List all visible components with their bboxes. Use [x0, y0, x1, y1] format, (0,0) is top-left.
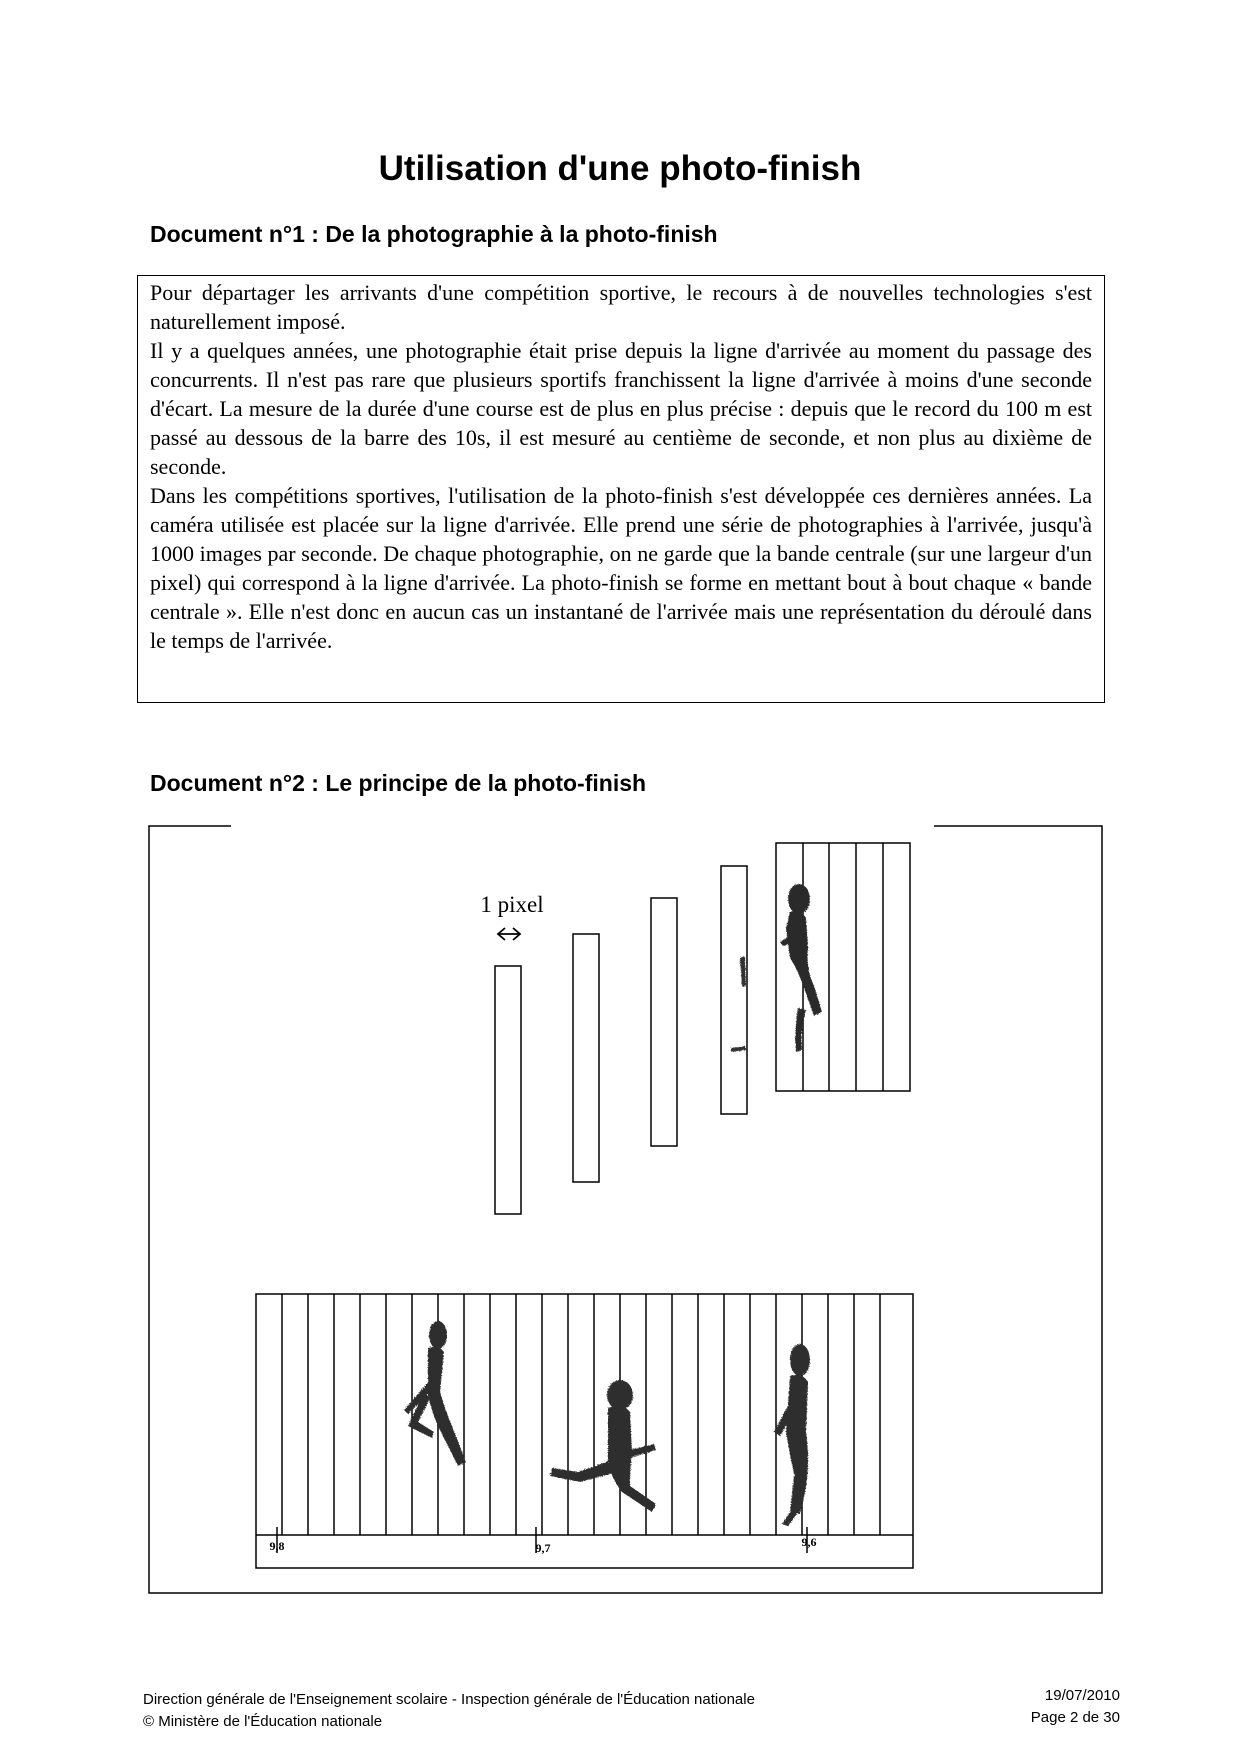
paragraph: Dans les compétitions sportives, l'utilisation de la photo-finish s'est développée ces dernières années. La caméra utilisée est placée sur la ligne d'arrivée. Elle prend une série de photographies à l'arrivée, jusqu'à 1000 images par seconde. De chaque photographie, on ne garde que la bande centrale (sur une largeur d'un pixel) qui correspond à la ligne d'arrivée. La photo-finish se forme en mettant bout à bout chaque « bande centrale ». Elle n'est donc en aucun cas un instantané de l'arrivée mais une représentation du déroulé dans le temps de l'arrivée.: [150, 483, 1092, 653]
scale-label: 9,8: [269, 1539, 285, 1553]
strip: [573, 934, 599, 1182]
document-1-text-box: [137, 275, 1105, 703]
runner-fragment: [731, 956, 746, 1052]
footer-institution: Direction générale de l'Enseignement scolaire - Inspection générale de l'Éducation nationale: [143, 1691, 755, 1708]
strip: [495, 966, 521, 1214]
paragraph: Il y a quelques années, une photographie était prise depuis la ligne d'arrivée au moment du passage des concurrents. Il n'est pas rare que plusieurs sportifs franchissent la ligne d'arrivée à moins d'une seconde d'écart. La mesure de la durée d'une course est de plus en plus précise : depuis que le record du 100 m est passé au dessous de la barre des 10s, il est mesuré au centième de seconde, et non plus au dixième de seconde.: [150, 338, 1092, 479]
document-2-heading: Document n°2 : Le principe de la photo-finish: [150, 770, 647, 796]
figure-frame: [149, 826, 1102, 1593]
double-arrow-icon: [498, 928, 520, 940]
scale-label: 9,6: [801, 1535, 817, 1549]
footer-page-number: Page 2 de 30: [1030, 1709, 1120, 1726]
strip: [651, 898, 677, 1146]
strip: [721, 866, 747, 1114]
paragraph: Pour départager les arrivants d'une compétition sportive, le recours à de nouvelles technologies s'est naturellement imposé.: [150, 280, 1092, 334]
runner-figure-3: [774, 1344, 810, 1526]
footer-copyright: © Ministère de l'Éducation nationale: [143, 1713, 383, 1730]
strip-group: [776, 843, 910, 1091]
runner-figure-2: [550, 1380, 656, 1512]
pixel-label: 1 pixel: [480, 892, 544, 917]
page-title: Utilisation d'une photo-finish: [378, 149, 862, 188]
runner-figure-top: [780, 884, 822, 1052]
photo-finish-strip: [256, 1294, 913, 1568]
runner-figure-1: [404, 1321, 466, 1466]
single-strips: [495, 866, 747, 1214]
footer-date: 19/07/2010: [1044, 1687, 1120, 1704]
scale-label: 9,7: [535, 1541, 551, 1555]
document-1-heading: Document n°1 : De la photographie à la photo-finish: [150, 221, 718, 247]
